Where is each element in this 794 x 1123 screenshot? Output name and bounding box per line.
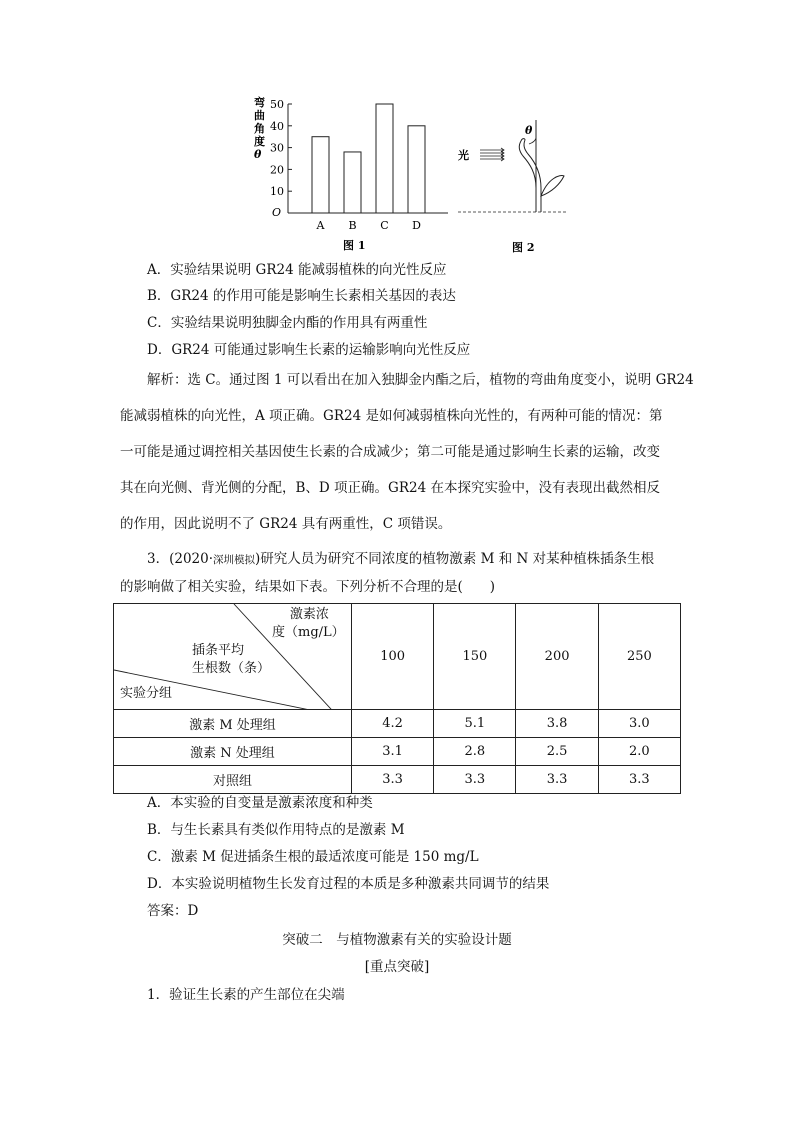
row-group-label: 对照组 (114, 766, 352, 794)
q3-option-c: C．激素 M 促进插条生根的最适浓度可能是 150 mg/L (147, 849, 479, 865)
y-axis-label (254, 95, 265, 161)
y-axis-label-char: 曲 (254, 109, 265, 122)
header-root-count (192, 642, 270, 678)
header-concentration-line-1: 激素浓 (289, 607, 329, 622)
y-tick-label: 50 (270, 98, 284, 111)
header-root-count-line-1: 插条平均 (192, 643, 245, 658)
y-tick-label: 40 (270, 119, 284, 133)
y-axis-label-char: 度 (254, 135, 265, 148)
table-cell: 2.8 (434, 738, 516, 766)
y-axis-label-char: 弯 (254, 96, 265, 109)
figure-1-caption: 图 1 (343, 239, 366, 252)
analysis-line-5: 的作用，因此说明不了 GR24 具有两重性，C 项错误。 (120, 516, 452, 532)
q2-option-d: D．GR24 可能通过影响生长素的运输影响向光性反应 (147, 342, 471, 358)
y-axis-label-char: θ (254, 148, 262, 161)
table-cell: 3.3 (598, 766, 680, 794)
table-cell: 3.3 (434, 766, 516, 794)
table-cell: 3.3 (352, 766, 434, 794)
figure-2-diagram (452, 118, 572, 258)
table-cell: 3.8 (516, 710, 598, 738)
figure-1-chart (248, 92, 448, 257)
section-title: 突破二 与植物激素有关的实验设计题 (282, 932, 512, 948)
figure-1 (248, 92, 448, 257)
q3-option-a: A．本实验的自变量是激素浓度和种类 (147, 795, 373, 811)
question-3-line-2: 的影响做了相关实验，结果如下表。下列分析不合理的是( ) (120, 579, 496, 595)
question-3-prefix: 3．(2020· (147, 551, 214, 567)
x-tick-label: A (316, 219, 325, 232)
plant-stem (519, 141, 536, 212)
analysis-line-2: 能减弱植株的向光性，A 项正确。GR24 是如何减弱植株向光性的，有两种可能的情况：第 (120, 408, 663, 424)
q2-option-b: B．GR24 的作用可能是影响生长素相关基因的表达 (147, 288, 456, 304)
bar-d (408, 126, 425, 213)
header-conc-150: 150 (434, 604, 516, 710)
section-subtitle: [重点突破] (364, 959, 430, 975)
analysis-line-3: 一可能是通过调控相关基因使生长素的合成减少；第二可能是通过影响生长素的运输，改变 (120, 444, 660, 460)
x-tick-label: C (380, 219, 389, 232)
table-cell: 3.0 (598, 710, 680, 738)
q3-option-b: B．与生长素具有类似作用特点的是激素 M (147, 822, 405, 838)
light-arrows (480, 148, 504, 161)
y-tick-label: 10 (270, 185, 284, 199)
analysis-line-4: 其在向光侧、背光侧的分配，B、D 项正确。GR24 在本探究实验中，没有表现出截然相反 (120, 480, 660, 496)
figure-2-caption: 图 2 (512, 241, 535, 254)
row-group-label: 激素 M 处理组 (114, 710, 352, 738)
bar-c (376, 104, 393, 213)
table-cell: 2.5 (516, 738, 598, 766)
header-root-count-line-2: 生根数（条） (192, 661, 271, 676)
q3-option-d: D．本实验说明植物生长发育过程的本质是多种激素共同调节的结果 (147, 876, 550, 892)
figure-2 (452, 118, 572, 258)
header-conc-250: 250 (598, 604, 680, 710)
item-1: 1．验证生长素的产生部位在尖端 (147, 987, 345, 1003)
experiment-table (113, 603, 681, 794)
bar-b (344, 152, 361, 213)
header-conc-200: 200 (516, 604, 598, 710)
header-group: 实验分组 (120, 686, 173, 701)
x-tick-label: B (348, 219, 357, 232)
question-3-rest: )研究人员为研究不同浓度的植物激素 M 和 N 对某种植株插条生根 (255, 551, 655, 567)
bar-a (312, 137, 329, 213)
header-concentration-line-2: 度（mg/L） (272, 625, 345, 640)
light-label: 光 (458, 149, 469, 162)
table-cell: 4.2 (352, 710, 434, 738)
header-conc-100: 100 (352, 604, 434, 710)
y-tick-label: 20 (270, 163, 284, 177)
origin-label: O (272, 206, 282, 219)
y-axis-label-char: 角 (254, 122, 265, 135)
question-3-source: 深圳模拟 (213, 554, 256, 566)
q2-option-c: C．实验结果说明独脚金内酯的作用具有两重性 (147, 315, 428, 331)
answer: 答案：D (147, 903, 199, 919)
analysis-line-1: 解析：选 C。通过图 1 可以看出在加入独脚金内酯之后，植物的弯曲角度变小，说明 GR24 (147, 372, 694, 388)
y-tick-label: 30 (270, 141, 284, 155)
table-row (114, 710, 681, 738)
angle-arc (529, 138, 536, 144)
angle-label: θ (525, 124, 533, 137)
table-header-row (114, 604, 681, 710)
table-cell: 2.0 (598, 738, 680, 766)
table-cell: 3.1 (352, 738, 434, 766)
table-row (114, 738, 681, 766)
question-3-line-1 (147, 549, 654, 570)
table-cell: 5.1 (434, 710, 516, 738)
q2-option-a: A．实验结果说明 GR24 能减弱植株的向光性反应 (147, 262, 447, 278)
plant-stem-edge (524, 140, 541, 212)
diagonal-header-cell (114, 604, 352, 710)
x-tick-label: D (412, 219, 421, 232)
table-cell: 3.3 (516, 766, 598, 794)
table-row (114, 766, 681, 794)
row-group-label: 激素 N 处理组 (114, 738, 352, 766)
header-concentration (274, 606, 345, 642)
plant-leaf (541, 176, 564, 196)
